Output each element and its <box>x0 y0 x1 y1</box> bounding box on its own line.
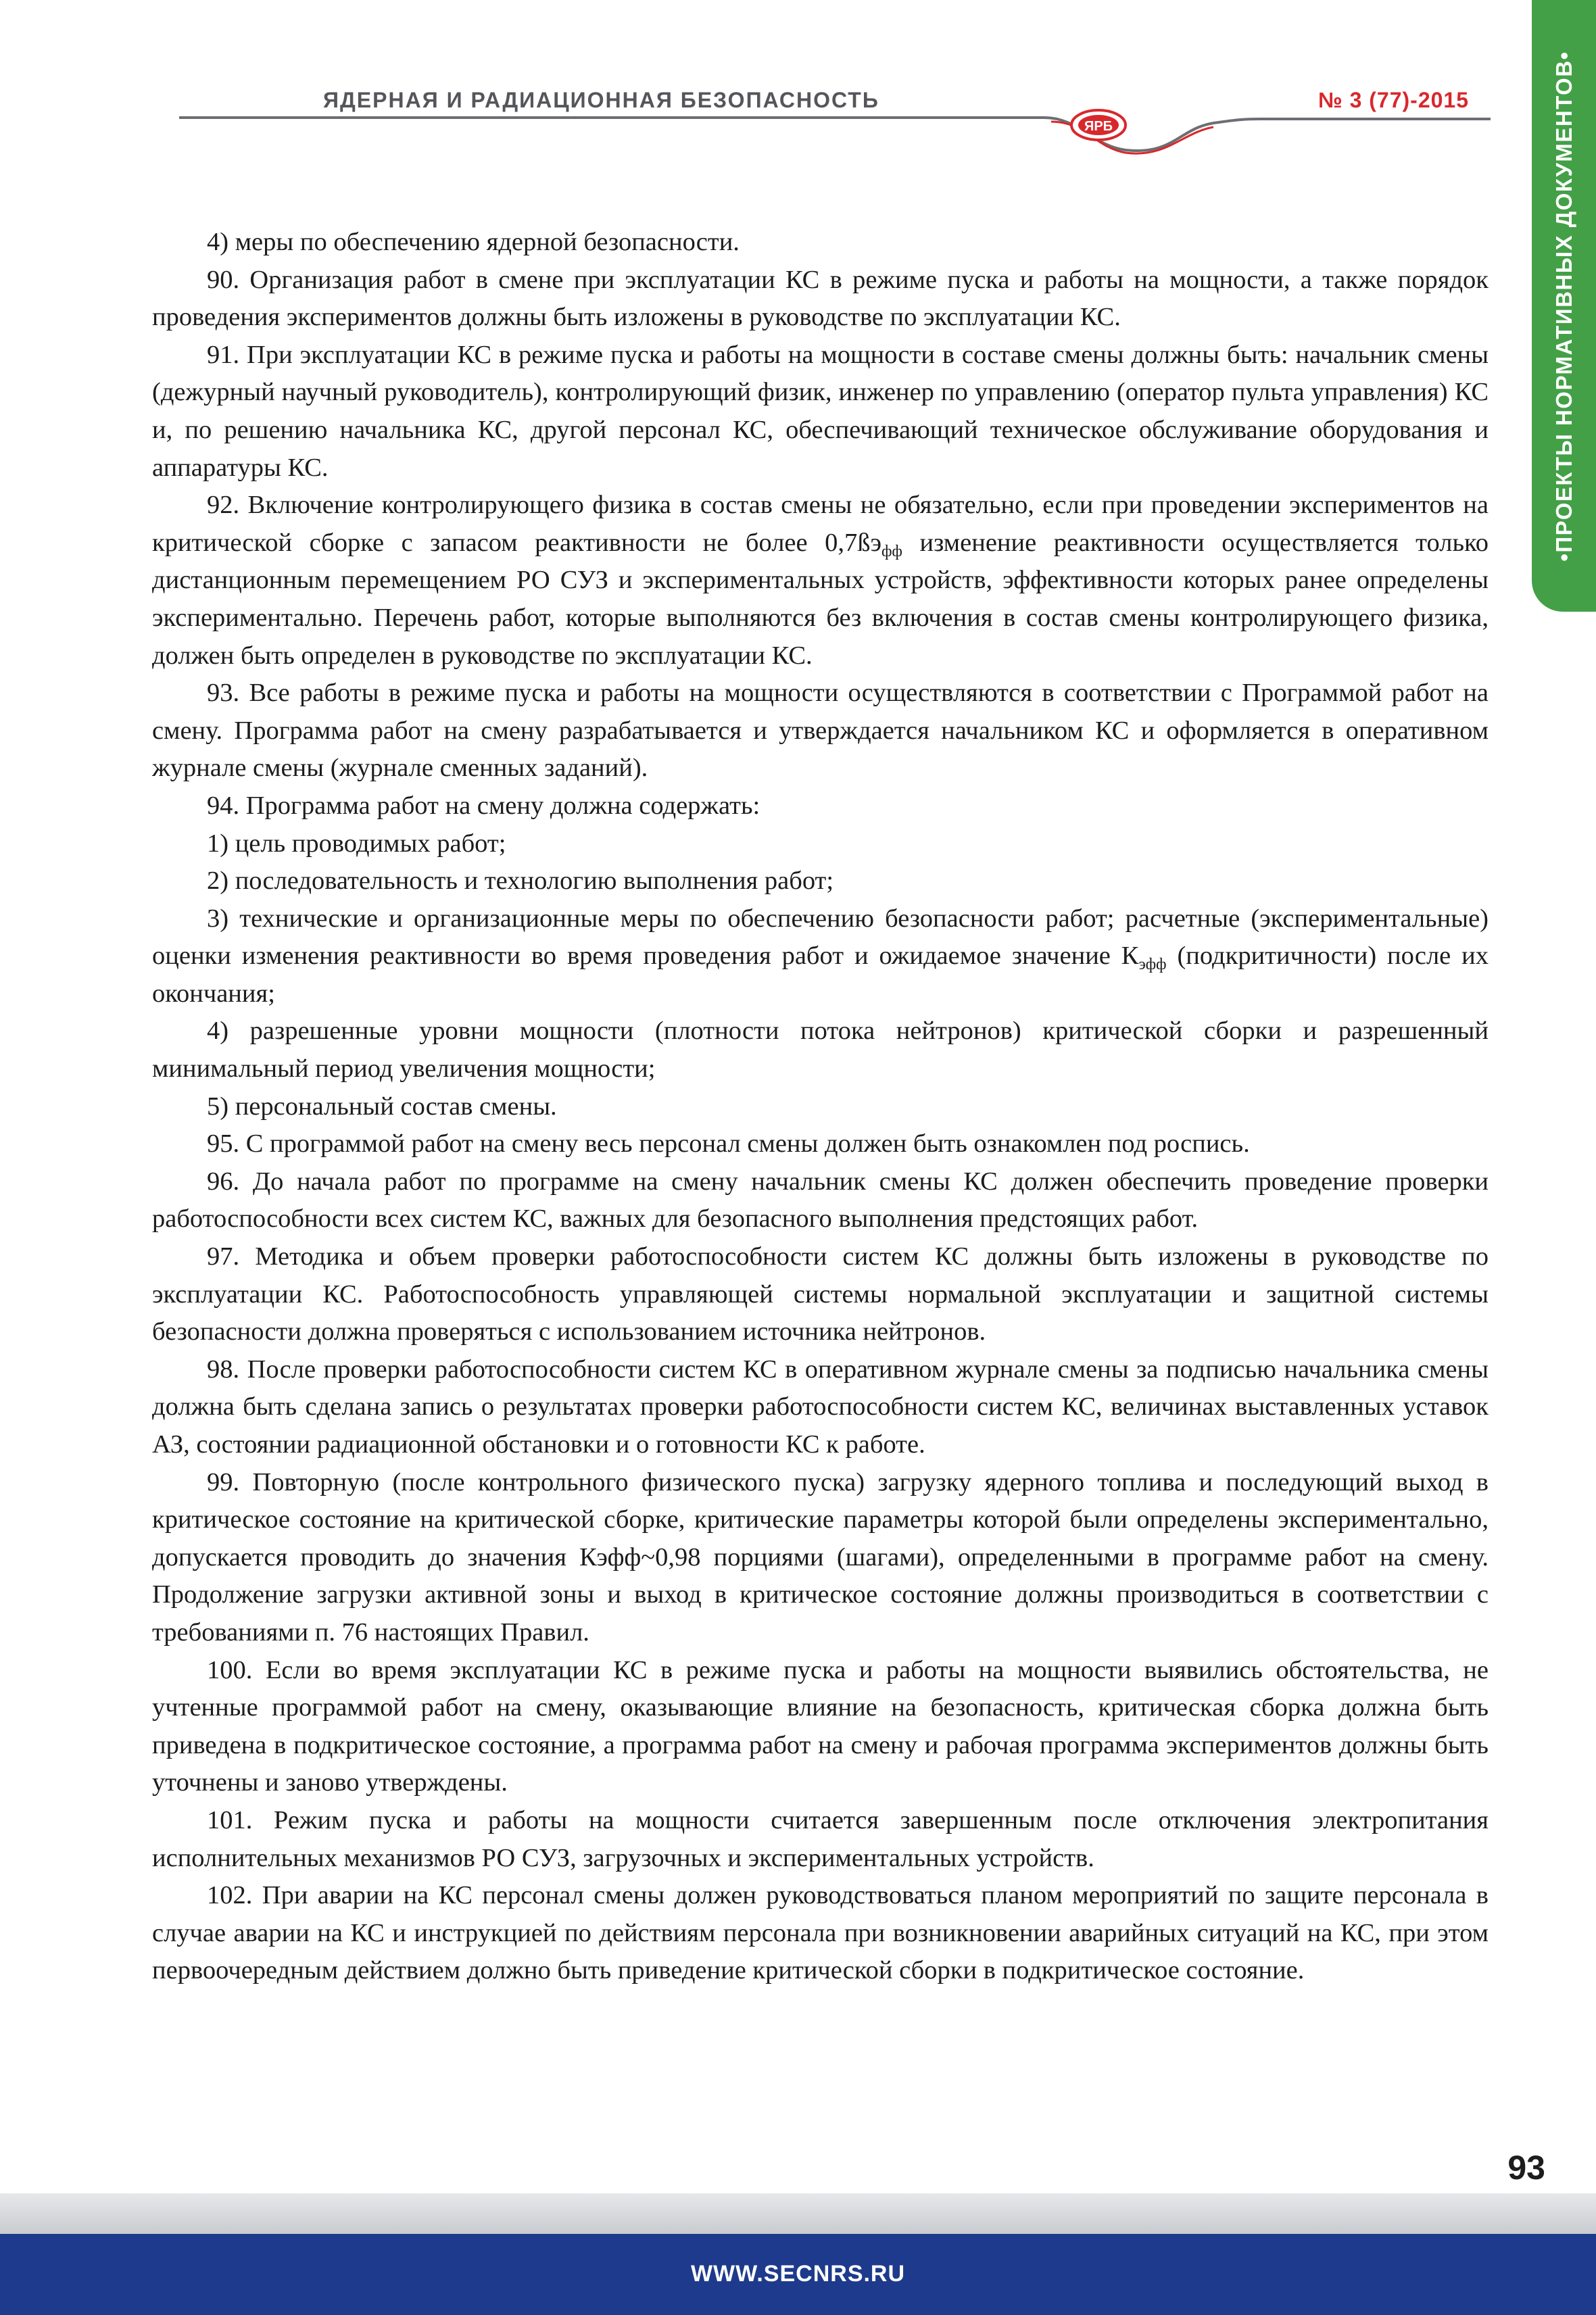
list-item <box>152 900 1489 1013</box>
paragraph: 96. До начала работ по программе на смену начальник смены КС должен обеспечить проведение проверки работоспособности всех систем КС, важных для безопасного выполнения предстоящих работ. <box>152 1167 1489 1234</box>
list-item: 1) цель проводимых работ; <box>207 829 506 858</box>
paragraph: 98. После проверки работоспособности систем КС в оперативном журнале смены за подписью начальника смены должна быть сделана запись о результатах проверки работоспособности систем КС, величинах выставленных уставок АЗ, состоянии радиационной обстановки и о готовности КС к работе. <box>152 1355 1489 1459</box>
paragraph: 100. Если во время эксплуатации КС в режиме пуска и работы на мощности выявились обстоятельства, не учтенные программой работ на смену, оказывающие влияние на безопасность, критическая сборка должна быть приведена в подкритическое состояние, а программа работ на смену и рабочая программа экспериментов должны быть уточнены и заново утверждены. <box>152 1655 1489 1797</box>
section-tab-label: •ПРОЕКТЫ НОРМАТИВНЫХ ДОКУМЕНТОВ• <box>1551 50 1576 562</box>
page-number: 93 <box>1507 2149 1545 2187</box>
paragraph-text: (подкритичности) после их окончания; <box>152 942 1489 1008</box>
journal-title: ЯДЕРНАЯ И РАДИАЦИОННАЯ БЕЗОПАСНОСТЬ <box>323 88 879 112</box>
list-item: 5) персональный состав смены. <box>207 1092 557 1121</box>
paragraph: 97. Методика и объем проверки работоспособности систем КС должны быть изложены в руководстве по эксплуатации КС. Работоспособность управляющей системы нормальной эксплуатации и защитной системы безопасности должна проверяться с использованием источника нейтронов. <box>152 1242 1489 1346</box>
subscript: фф <box>881 542 902 560</box>
section-tab <box>1532 0 1596 612</box>
paragraph: 4) меры по обеспечению ядерной безопасности. <box>207 228 740 256</box>
paragraph <box>152 487 1489 675</box>
list-item: 4) разрешенные уровни мощности (плотности потока нейтронов) критической сборки и разрешенный минимальный период увеличения мощности; <box>152 1017 1489 1083</box>
list-item: 2) последовательность и технологию выполнения работ; <box>207 867 834 896</box>
paragraph: 90. Организация работ в смене при эксплуатации КС в режиме пуска и работы на мощности, а также порядок проведения экспериментов должны быть изложены в руководстве по эксплуатации КС. <box>152 265 1489 332</box>
subscript: эфф <box>1138 956 1167 974</box>
paragraph: 102. При аварии на КС персонал смены должен руководствоваться планом мероприятий по защите персонала в случае аварии на КС и инструкцией по действиям персонала при возникновении аварийных ситуаций на КС, при этом первоочередным действием должно быть приведение критической сборки в подкритическое состояние. <box>152 1881 1489 1985</box>
paragraph: 101. Режим пуска и работы на мощности считается завершенным после отключения электропитания исполнительных механизмов РО СУЗ, загрузочных и экспериментальных устройств. <box>152 1805 1489 1872</box>
journal-logo <box>1055 97 1142 151</box>
article-body <box>152 224 1489 1990</box>
paragraph: 95. С программой работ на смену весь персонал смены должен быть ознакомлен под роспись. <box>207 1129 1250 1159</box>
paragraph: 93. Все работы в режиме пуска и работы на мощности осуществляются в соответствии с Программой работ на смену. Программа работ на смену разрабатывается и утверждается начальником КС и оформляется в оперативном журнале смены (журнале сменных заданий). <box>152 679 1489 783</box>
paragraph-text: изменение реактивности осуществляется только дистанционным перемещением РО СУЗ и экспериментальных устройств, эффективности которых ранее определены экспериментально. Перечень работ, которые выполняются без включения в состав смены контролирующего физика, должен быть определен в руководстве по эксплуатации КС. <box>152 528 1489 670</box>
paragraph: 91. При эксплуатации КС в режиме пуска и работы на мощности в составе смены должны быть: начальник смены (дежурный научный руководитель), контролирующий физик, инженер по управлению (оператор пульта управления) КС и, по решению начальника КС, другой персонал КС, обеспечивающий техническое обслуживание оборудования и аппаратуры КС. <box>152 340 1489 482</box>
footer-bar <box>0 2234 1596 2315</box>
svg-text:ЯРБ: ЯРБ <box>1084 119 1113 134</box>
footer-band <box>0 2193 1596 2234</box>
paragraph-text: 3) технические и организационные меры по обеспечению безопасности работ; расчетные (экспериментальные) оценки изменения реактивности во время проведения работ и ожидаемое значение К <box>152 904 1489 971</box>
issue-number: № 3 (77)-2015 <box>1318 88 1469 112</box>
paragraph-text: 92. Включение контролирующего физика в состав смены не обязательно, если при проведении экспериментов на критической сборке с запасом реактивности не более 0,7ßэ <box>152 491 1489 557</box>
website-url[interactable]: WWW.SECNRS.RU <box>690 2261 906 2287</box>
paragraph: 99. Повторную (после контрольного физического пуска) загрузку ядерного топлива и последующий выход в критическое состояние на критической сборке, критические параметры которой были определены экспериментально, допускается проводить до значения Кэфф~0,98 порциями (шагами), определенными в программе работ на смену. Продолжение загрузки активной зоны и выход в критическое состояние должны производиться в соответствии с требованиями п. 76 настоящих Правил. <box>152 1467 1489 1647</box>
paragraph: 94. Программа работ на смену должна содержать: <box>207 791 760 820</box>
header-rule <box>179 108 1491 162</box>
